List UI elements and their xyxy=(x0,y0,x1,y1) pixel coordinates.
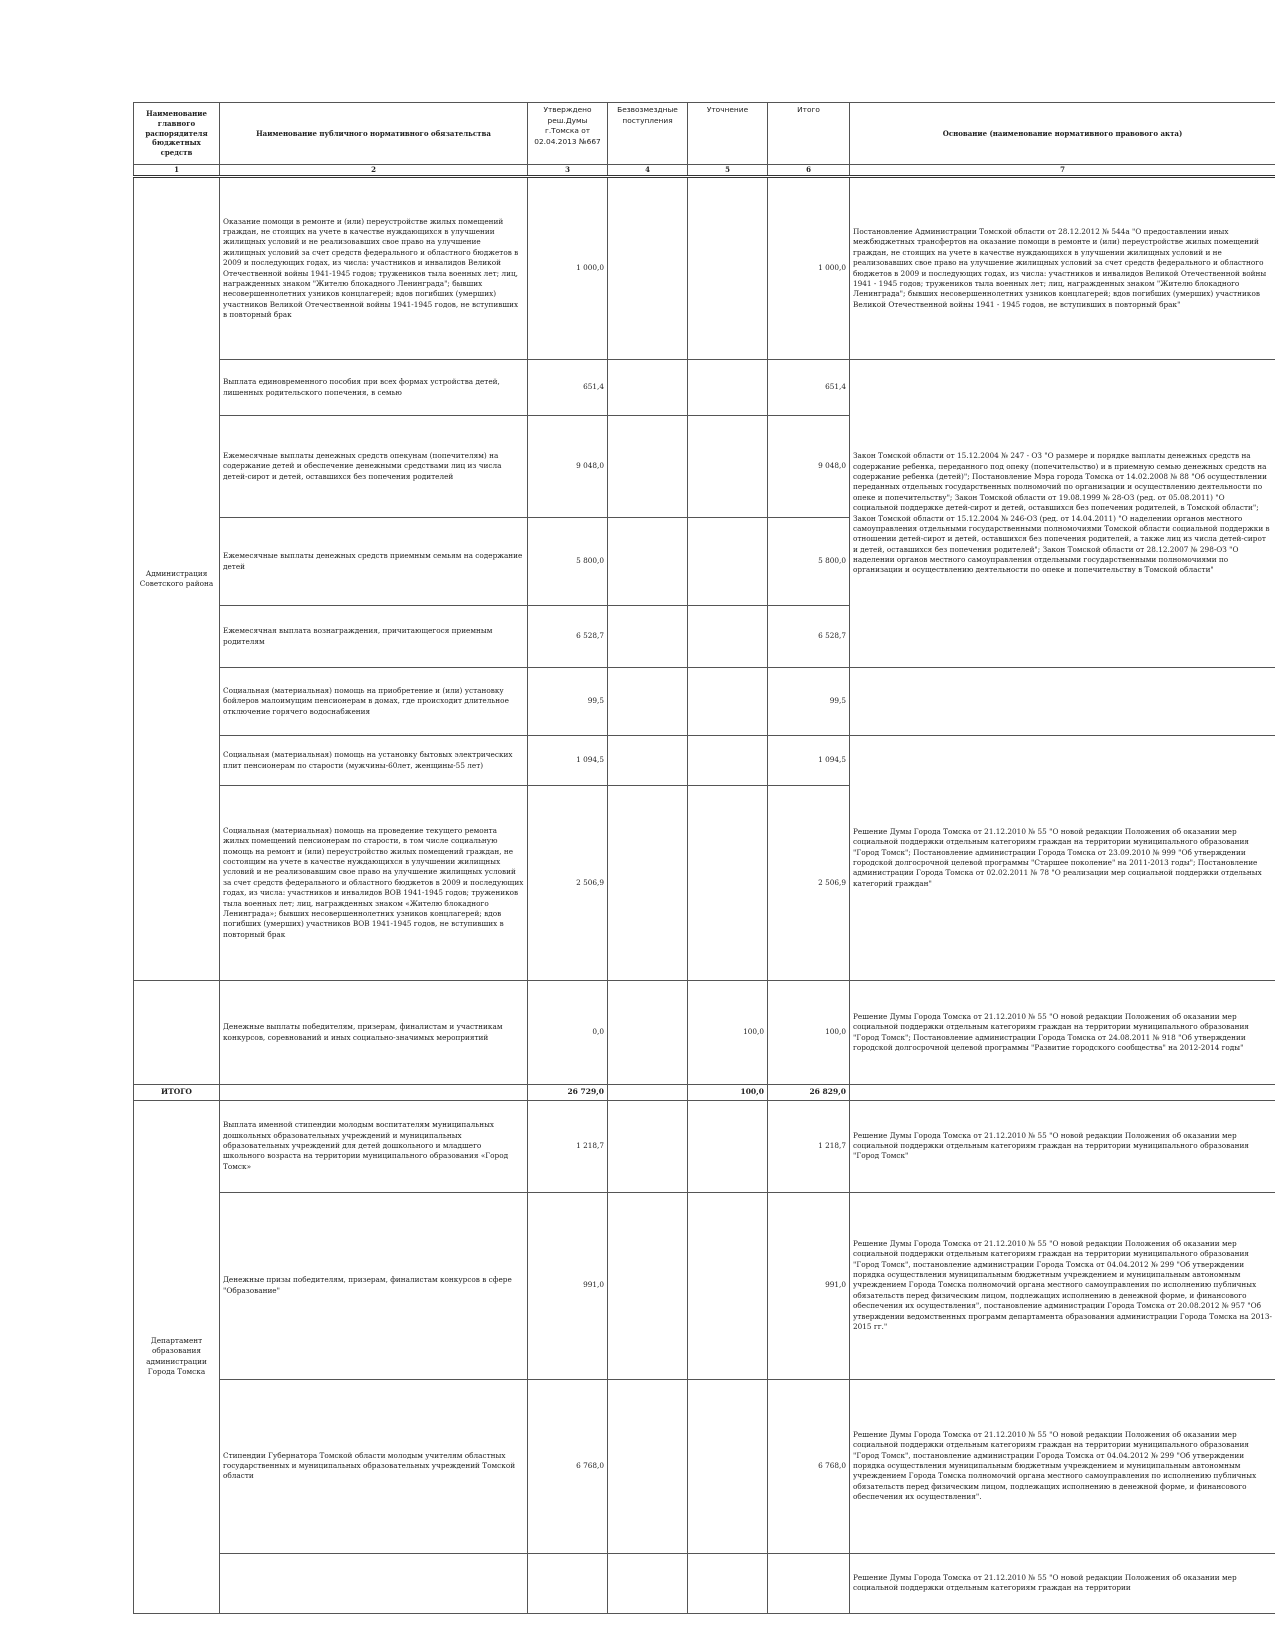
total-value: 99,5 xyxy=(768,668,850,736)
approved-value: 6 528,7 xyxy=(528,606,608,668)
approved-value: 5 800,0 xyxy=(528,518,608,606)
obligation-name: Ежемесячные выплаты денежных средств приемным семьям на содержание детей xyxy=(220,518,528,606)
free-value xyxy=(608,981,688,1085)
approved-value: 0,0 xyxy=(528,981,608,1085)
table-row xyxy=(134,360,1275,416)
clarif-value xyxy=(688,416,768,518)
total-value: 1 094,5 xyxy=(768,736,850,786)
basis-text-empty xyxy=(850,668,1275,736)
total-value: 651,4 xyxy=(768,360,850,416)
free-value xyxy=(608,360,688,416)
column-number: 7 xyxy=(850,165,1275,177)
total-value: 5 800,0 xyxy=(768,518,850,606)
free-value xyxy=(608,1192,688,1379)
table-row xyxy=(134,981,1275,1085)
basis-text: Решение Думы Города Томска от 21.12.2010 № 55 "О новой редакции Положения об оказании мер социальной поддержки отдельным категориям граждан на территории xyxy=(850,1553,1275,1613)
dept-name: Департамент образования администрации Города Томска xyxy=(134,1100,220,1613)
total-free xyxy=(608,1085,688,1101)
total-row xyxy=(134,1085,1275,1101)
table-row xyxy=(134,1553,1275,1613)
header-col6: Итого xyxy=(768,103,850,165)
total-value xyxy=(768,1553,850,1613)
clarif-value xyxy=(688,177,768,360)
free-value xyxy=(608,786,688,981)
column-number: 1 xyxy=(134,165,220,177)
obligation-name: Социальная (материальная) помощь на установку бытовых электрических плит пенсионерам по старости (мужчины-60лет, женщины-55 лет) xyxy=(220,736,528,786)
column-number: 3 xyxy=(528,165,608,177)
basis-text: Закон Томской области от 15.12.2004 № 247 - ОЗ "О размере и порядке выплаты денежных средств на содержание ребенка, переданного под опеку (попечительство) и в приемную семью денежных средств на содержание ребенка (детей)"; Постановление Мэра города Томска от 14.02.2008 № 88 "Об осуществлении переданных отдельных государственных полномочий по организации и осуществлению деятельности по опеке и попечительству"; Закон Томской области от 19.08.1999 № 28-ОЗ (ред. от 05.08.2011) "О социальной поддержке детей-сирот и детей, оставшихся без попечения родителей, в Томской области"; Закон Томской области от 15.12.2004 № 246-ОЗ (ред. от 14.04.2011) "О наделении органов местного самоуправления отдельными государственными полномочиями Томской области социальной поддержки в отношении детей-сирот и детей, оставшихся без попечения родителей, а также лиц из числа детей-сирот и детей, оставшихся без попечения родителей"; Закон Томской области от 28.12.2007 № 298-ОЗ "О наделении органов местного самоуправления отдельными государственными полномочиями по организации и осуществлению деятельности по опеке и попечительству в Томской области" xyxy=(850,360,1275,668)
header-col7: Основание (наименование нормативного правового акта) xyxy=(850,103,1275,165)
free-value xyxy=(608,416,688,518)
clarif-value xyxy=(688,518,768,606)
free-value xyxy=(608,1100,688,1192)
approved-value: 9 048,0 xyxy=(528,416,608,518)
basis-text: Решение Думы Города Томска от 21.12.2010 № 55 "О новой редакции Положения об оказании мер социальной поддержки отдельным категориям граждан на территории муниципального образования "Город Томск" xyxy=(850,1100,1275,1192)
total-value: 2 506,9 xyxy=(768,786,850,981)
total-total: 26 829,0 xyxy=(768,1085,850,1101)
header-col4: Безвозмездные поступления xyxy=(608,103,688,165)
basis-text: Решение Думы Города Томска от 21.12.2010 № 55 "О новой редакции Положения об оказании мер социальной поддержки отдельным категориям граждан на территории муниципального образования "Город Томск"; Постановление администрации Города Томска от 24.08.2011 № 918 "Об утверждении городской долгосрочной целевой программы "Развитие городского сообщества" на 2012-2014 годы" xyxy=(850,981,1275,1085)
obligation-name: Социальная (материальная) помощь на проведение текущего ремонта жилых помещений пенсионерам по старости, в том числе социальную помощь на ремонт и (или) переустройство жилых помещений граждан, не состоящим на учете в качестве нуждающихся в улучшении жилищных условий и не реализовавшим свое право на улучшение жилищных условий за счет средств федерального и областного бюджетов в 2009 и последующих годах, из числа: участников и инвалидов ВОВ 1941-1945 годов; тружеников тыла военных лет; лиц, награжденных знаком «Жителю блокадного Ленинграда»; бывших несовершеннолетних узников концлагерей; вдов погибших (умерших) участников ВОВ 1941-1945 годов, не вступивших в повторный брак xyxy=(220,786,528,981)
total-value: 6 768,0 xyxy=(768,1379,850,1553)
approved-value: 651,4 xyxy=(528,360,608,416)
dept-name: Администрация Советского района xyxy=(134,177,220,981)
total-basis-empty xyxy=(850,1085,1275,1101)
clarif-value: 100,0 xyxy=(688,981,768,1085)
header-row xyxy=(134,103,1275,165)
approved-value: 6 768,0 xyxy=(528,1379,608,1553)
table-row xyxy=(134,1379,1275,1553)
header-col3: Утверждено реш.Думы г.Томска от 02.04.2013 №667 xyxy=(528,103,608,165)
free-value xyxy=(608,606,688,668)
table-row xyxy=(134,1100,1275,1192)
column-number-row xyxy=(134,165,1275,177)
total-value: 1 000,0 xyxy=(768,177,850,360)
clarif-value xyxy=(688,736,768,786)
clarif-value xyxy=(688,786,768,981)
obligations-table xyxy=(133,102,1275,1614)
basis-text: Решение Думы Города Томска от 21.12.2010 № 55 "О новой редакции Положения об оказании мер социальной поддержки отдельным категориям граждан на территории муниципального образования "Город Томск", постановление администрации Города Томска от 04.04.2012 № 299 "Об утверждении порядка осуществления муниципальным бюджетным учреждением и муниципальным автономным учреждением Города Томска полномочий органа местного самоуправления по исполнению публичных обязательств перед физическим лицом, подлежащих исполнению в денежной форме, и финансового обеспечения их осуществления", постановление администрации Города Томска от 20.08.2012 № 957 "Об утверждении ведомственных программ департамента образования администрации Города Томска на 2013-2015 гг." xyxy=(850,1192,1275,1379)
obligation-name: Социальная (материальная) помощь на приобретение и (или) установку бойлеров малоимущим пенсионерам в домах, где происходит длительное отключение горячего водоснабжения xyxy=(220,668,528,736)
free-value xyxy=(608,518,688,606)
table-row xyxy=(134,736,1275,786)
obligation-name: Ежемесячные выплаты денежных средств опекунам (попечителям) на содержание детей и обеспечение денежными средствами лиц из числа детей-сирот и детей, оставшихся без попечения родителей xyxy=(220,416,528,518)
table-row xyxy=(134,668,1275,736)
clarif-value xyxy=(688,1192,768,1379)
clarif-value xyxy=(688,1379,768,1553)
column-number: 6 xyxy=(768,165,850,177)
clarif-value xyxy=(688,668,768,736)
total-value: 6 528,7 xyxy=(768,606,850,668)
approved-value xyxy=(528,1553,608,1613)
approved-value: 1 000,0 xyxy=(528,177,608,360)
clarif-value xyxy=(688,1553,768,1613)
free-value xyxy=(608,668,688,736)
basis-text: Решение Думы Города Томска от 21.12.2010 № 55 "О новой редакции Положения об оказании мер социальной поддержки отдельным категориям граждан на территории муниципального образования "Город Томск", постановление администрации Города Томска от 04.04.2012 № 299 "Об утверждении порядка осуществления муниципальным бюджетным учреждением и муниципальным автономным учреждением Города Томска полномочий органа местного самоуправления по исполнению публичных обязательств перед физическим лицом, подлежащих исполнению в денежной форме, и финансового обеспечения их осуществления". xyxy=(850,1379,1275,1553)
total-value: 100,0 xyxy=(768,981,850,1085)
free-value xyxy=(608,1553,688,1613)
obligation-name xyxy=(220,1553,528,1613)
obligation-name: Ежемесячная выплата вознаграждения, причитающегося приемным родителям xyxy=(220,606,528,668)
basis-text: Решение Думы Города Томска от 21.12.2010 № 55 "О новой редакции Положения об оказании мер социальной поддержки отдельным категориям граждан на территории муниципального образования "Город Томск"; Постановление администрации Города Томска от 23.09.2010 № 999 "Об утверждении городской долгосрочной целевой программы "Старшее поколение" на 2011-2013 годы"; Постановление администрации Города Томска от 02.02.2011 № 78 "О реализации мер социальной поддержки отдельных категорий граждан" xyxy=(850,736,1275,981)
header-col2: Наименование публичного нормативного обязательства xyxy=(220,103,528,165)
approved-value: 1 218,7 xyxy=(528,1100,608,1192)
clarif-value xyxy=(688,606,768,668)
obligation-name: Денежные призы победителям, призерам, финалистам конкурсов в сфере "Образование" xyxy=(220,1192,528,1379)
obligation-name: Стипендии Губернатора Томской области молодым учителям областных государственных и муниципальных образовательных учреждений Томской области xyxy=(220,1379,528,1553)
total-label: ИТОГО xyxy=(134,1085,220,1101)
dept-name-empty xyxy=(134,981,220,1085)
obligation-name: Выплата именной стипендии молодым воспитателям муниципальных дошкольных образовательных учреждений и муниципальных образовательных учреждений для детей дошкольного и младшего школьного возраста на территории муниципального образования «Город Томск» xyxy=(220,1100,528,1192)
basis-text: Постановление Администрации Томской области от 28.12.2012 № 544а "О предоставлении иных межбюджетных трансфертов на оказание помощи в ремонте и (или) переустройстве жилых помещений граждан, не стоящих на учете в качестве нуждающихся в улучшении жилищных условий и не реализовавших свое право на улучшение жилищных условий за счет средств федерального и областного бюджетов в 2009 и последующих годах, из числа: участников и инвалидов Великой Отечественной войны 1941 - 1945 годов; тружеников тыла военных лет; лиц, награжденных знаком "Жителю блокадного Ленинграда"; бывших несовершеннолетних узников концлагерей; вдов погибших (умерших) участников Великой Отечественной войны 1941 - 1945 годов, не вступивших в повторный брак" xyxy=(850,177,1275,360)
total-value: 9 048,0 xyxy=(768,416,850,518)
approved-value: 99,5 xyxy=(528,668,608,736)
free-value xyxy=(608,1379,688,1553)
total-value: 1 218,7 xyxy=(768,1100,850,1192)
column-number: 4 xyxy=(608,165,688,177)
total-empty xyxy=(220,1085,528,1101)
table-row xyxy=(134,1192,1275,1379)
approved-value: 2 506,9 xyxy=(528,786,608,981)
header-col1: Наименование главного распорядителя бюджетных средств xyxy=(134,103,220,165)
obligation-name: Выплата единовременного пособия при всех формах устройства детей, лишенных родительского попечения, в семью xyxy=(220,360,528,416)
obligation-name: Денежные выплаты победителям, призерам, финалистам и участникам конкурсов, соревнований и иных социально-значимых мероприятий xyxy=(220,981,528,1085)
free-value xyxy=(608,177,688,360)
free-value xyxy=(608,736,688,786)
approved-value: 991,0 xyxy=(528,1192,608,1379)
total-clarif: 100,0 xyxy=(688,1085,768,1101)
clarif-value xyxy=(688,1100,768,1192)
total-approved: 26 729,0 xyxy=(528,1085,608,1101)
obligation-name: Оказание помощи в ремонте и (или) переустройстве жилых помещений граждан, не стоящих на учете в качестве нуждающихся в улучшении жилищных условий и не реализовавших свое право на улучшение жилищных условий за счет средств федерального и областного бюджетов в 2009 и последующих годах, из числа: участников и инвалидов Великой Отечественной войны 1941-1945 годов; тружеников тыла военных лет; лиц, награжденных знаком "Жителю блокадного Ленинграда"; бывших несовершеннолетних узников концлагерей; вдов погибших (умерших) участников Великой Отечественной войны 1941-1945 годов, не вступивших в повторный брак xyxy=(220,177,528,360)
column-number: 2 xyxy=(220,165,528,177)
header-col5: Уточнение xyxy=(688,103,768,165)
approved-value: 1 094,5 xyxy=(528,736,608,786)
total-value: 991,0 xyxy=(768,1192,850,1379)
column-number: 5 xyxy=(688,165,768,177)
clarif-value xyxy=(688,360,768,416)
table-row xyxy=(134,177,1275,360)
